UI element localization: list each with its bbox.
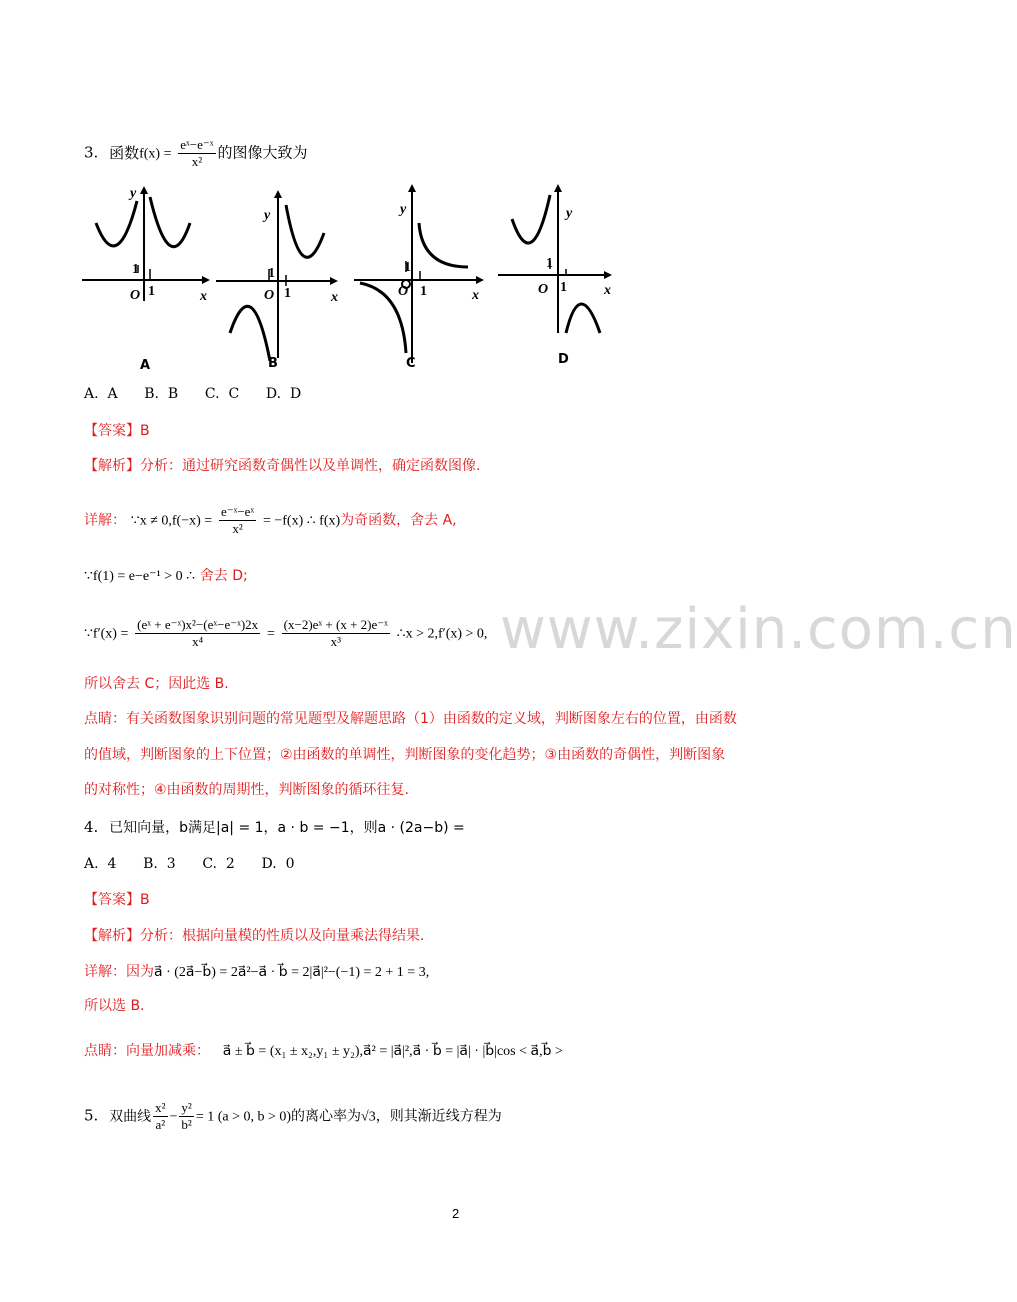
q5-suffix: ，则其渐近线方程为 xyxy=(375,1108,502,1125)
q3-prefix: 函数 xyxy=(109,143,140,162)
detail1-math2: = −f(x) ∴ f(x) xyxy=(262,513,341,529)
detail3-fraction-1 xyxy=(135,617,260,650)
svg-text:x: x xyxy=(604,283,611,298)
graph-label-c: C xyxy=(406,356,416,371)
question-number: 4. xyxy=(84,818,99,836)
q3-stem xyxy=(84,137,308,170)
graph-d xyxy=(498,184,612,333)
svg-text:y: y xyxy=(264,208,271,223)
q5-stem xyxy=(84,1100,502,1133)
q3-analysis xyxy=(84,456,480,476)
svg-text:1: 1 xyxy=(420,284,427,299)
svg-text:1: 1 xyxy=(546,256,553,271)
q4-detail-math: a⃗ · (2a⃗−b⃗) = 2a⃗²−a⃗ · b⃗ = 2|a⃗|²−(−1) = 2 + 1 = 3, xyxy=(154,965,430,980)
q4-analysis xyxy=(84,926,424,946)
q3-answer: 【答案】B xyxy=(84,423,150,439)
svg-text:x: x xyxy=(331,290,338,305)
q4-tip xyxy=(84,1040,563,1062)
q3-detail-2 xyxy=(84,565,248,587)
svg-text:1: 1 xyxy=(404,260,411,275)
q5-eccentricity: √3 xyxy=(361,1109,376,1125)
q3-suffix: 的图像大致为 xyxy=(217,143,308,162)
q4-conclusion: 所以选 B. xyxy=(84,998,145,1014)
detail3-tail: ∴x > 2,fʹ(x) > 0, xyxy=(396,626,488,642)
q4-choices: A. 4 B. 3 C. 2 D. 0 xyxy=(84,856,295,872)
question-number: 5. xyxy=(84,1106,99,1125)
svg-text:y: y xyxy=(130,186,137,201)
svg-text:x: x xyxy=(200,289,207,304)
detail1-numerator: e⁻ˣ−eˣ xyxy=(220,504,255,519)
detail1-math: ∵x ≠ 0,f(−x) = xyxy=(130,513,213,529)
detail3-fraction-2 xyxy=(282,617,390,650)
svg-text:y: y xyxy=(400,202,407,217)
detail2-math: ∵f(1) = e−e⁻¹ > 0 ∴ xyxy=(84,569,196,584)
q3-tip-line-1: 点睛：有关函数图象识别问题的常见题型及解题思路（1）由函数的定义域，判断图象左右的位置，由函数 xyxy=(84,711,737,727)
question-number: 3. xyxy=(84,143,99,162)
q4-answer: 【答案】B xyxy=(84,892,150,908)
q5-denominator-2: b² xyxy=(181,1117,192,1132)
page-number: 2 xyxy=(452,1206,460,1221)
analysis-tag: 【解析】 xyxy=(84,458,140,474)
detail3-math: ∵fʹ(x) = xyxy=(84,626,129,642)
q5-minus: − xyxy=(169,1109,178,1125)
q3-detail-3 xyxy=(84,617,487,650)
svg-text:y: y xyxy=(566,206,573,221)
q5-numerator-1: x² xyxy=(155,1100,166,1115)
detail1-denominator: x² xyxy=(219,520,256,537)
svg-text:O: O xyxy=(398,284,409,299)
q5-denominator-1: a² xyxy=(153,1116,167,1133)
q3-graphs xyxy=(82,183,642,373)
detail-tag: 详解：因为 xyxy=(84,964,154,980)
tip-tag: 点睛：向量加减乘： xyxy=(84,1043,210,1059)
graph-label-d: D xyxy=(558,352,569,367)
svg-text:1: 1 xyxy=(132,262,139,277)
q5-condition: = 1 (a > 0, b > 0) xyxy=(195,1109,292,1125)
graph-label-a: A xyxy=(140,358,151,373)
q4-tip-math: a⃗ ± b⃗ = (x₁ ± x₂,y₁ ± y₂),a⃗² = |a⃗|²,a⃗ · b⃗ = |a⃗| · |b⃗|cos < a⃗,b⃗ > xyxy=(222,1044,563,1059)
q3-func: f(x) = xyxy=(139,146,172,162)
svg-text:1: 1 xyxy=(284,286,291,301)
q3-denominator: x² xyxy=(178,153,215,170)
analysis-tag: 【解析】 xyxy=(84,928,140,944)
svg-text:O: O xyxy=(264,288,275,303)
q5-mid: 的离心率为 xyxy=(291,1108,362,1125)
detail3-numerator-1: (eˣ + e⁻ˣ)x²−(eˣ−e⁻ˣ)2x xyxy=(137,617,259,632)
q3-choices: A. A B. B C. C D. D xyxy=(84,386,302,402)
q5-prefix: 双曲线 xyxy=(109,1108,152,1125)
detail-tag: 详解： xyxy=(84,512,126,529)
q3-conclusion: 所以舍去 C；因此选 B. xyxy=(84,676,229,692)
svg-text:O: O xyxy=(130,288,141,303)
svg-text:1: 1 xyxy=(268,266,275,281)
q3-detail-1 xyxy=(84,504,457,537)
analysis-text: 分析：通过研究函数奇偶性以及单调性，确定函数图像. xyxy=(140,458,481,474)
detail3-denominator-2: x³ xyxy=(282,633,390,650)
graph-a xyxy=(82,186,210,301)
analysis-text: 分析：根据向量模的性质以及向量乘法得结果. xyxy=(140,928,425,944)
q3-numerator: eˣ−e⁻ˣ xyxy=(180,137,214,152)
svg-text:1: 1 xyxy=(560,280,567,295)
detail2-text: 舍去 D; xyxy=(199,568,248,584)
graph-label-b: B xyxy=(268,356,278,371)
watermark: www.zixin.com.cn xyxy=(500,597,1017,662)
q3-fraction xyxy=(178,137,215,170)
q4-stem xyxy=(84,817,465,838)
detail3-numerator-2: (x−2)eˣ + (x + 2)e⁻ˣ xyxy=(283,617,388,632)
detail3-equals: = xyxy=(266,626,275,642)
q5-fraction-2 xyxy=(179,1100,193,1133)
q5-numerator-2: y² xyxy=(181,1100,192,1115)
svg-text:x: x xyxy=(472,288,479,303)
svg-text:1: 1 xyxy=(148,284,155,299)
q4-stem-text: 已知向量，b满足|a| = 1，a · b = −1，则a · (2a−b) = xyxy=(109,820,465,836)
q3-tip-line-2: 的值域，判断图象的上下位置；②由函数的单调性，判断图象的变化趋势；③由函数的奇偶性，判断图象 xyxy=(84,747,726,763)
q4-detail xyxy=(84,961,429,983)
detail1-text: 为奇函数，舍去 A, xyxy=(340,512,457,529)
detail3-denominator-1: x⁴ xyxy=(135,633,260,650)
graph-c xyxy=(354,184,484,363)
svg-text:O: O xyxy=(538,282,549,297)
graph-b xyxy=(216,190,338,361)
q5-fraction-1 xyxy=(153,1100,167,1133)
detail1-fraction xyxy=(219,504,256,537)
q3-tip-line-3: 的对称性；④由函数的周期性，判断图象的循环往复. xyxy=(84,782,409,798)
